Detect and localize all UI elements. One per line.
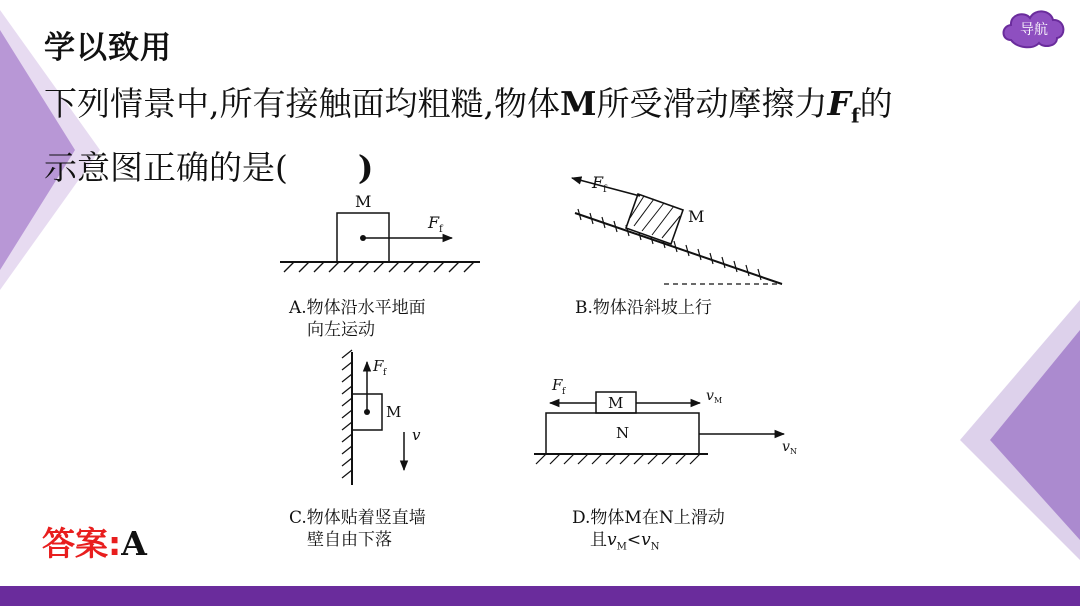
svg-text:f: f bbox=[439, 224, 443, 235]
caption-c: C.物体贴着竖直墙 壁自由下落 bbox=[289, 508, 426, 550]
svg-text:v: v bbox=[706, 388, 714, 404]
svg-text:v: v bbox=[782, 439, 790, 455]
svg-text:f: f bbox=[603, 184, 607, 195]
svg-text:F: F bbox=[592, 173, 604, 192]
svg-text:F: F bbox=[373, 357, 384, 375]
question-line-1: 下列情景中,所有接触面均粗糙,物体M所受滑动摩擦力$F_f$的 bbox=[44, 84, 893, 128]
caption-b: B.物体沿斜坡上行 bbox=[575, 298, 712, 318]
svg-text:M: M bbox=[714, 396, 723, 405]
figure-c bbox=[342, 350, 421, 485]
svg-text:N: N bbox=[790, 447, 797, 456]
svg-text:M: M bbox=[608, 394, 624, 412]
svg-text:f: f bbox=[383, 368, 387, 378]
answer bbox=[42, 518, 147, 565]
figure-d bbox=[534, 376, 797, 464]
question-line-2: 示意图正确的是( ) bbox=[44, 147, 374, 187]
figure-a bbox=[280, 192, 480, 272]
svg-text:N: N bbox=[616, 424, 630, 442]
caption-d: D.物体M在N上滑动 且$v_M<v_N$ bbox=[572, 508, 725, 553]
svg-text:F: F bbox=[428, 213, 440, 232]
svg-text:M: M bbox=[386, 403, 402, 421]
figure-b bbox=[572, 173, 782, 284]
svg-text:M: M bbox=[688, 207, 705, 226]
svg-text:v: v bbox=[412, 426, 421, 444]
answer-label: 答案: bbox=[42, 524, 122, 563]
nav-label: 导航 bbox=[1020, 22, 1048, 38]
inclined-block bbox=[626, 194, 683, 244]
caption-a: A.物体沿水平地面 向左运动 bbox=[289, 298, 426, 340]
answer-value: A bbox=[121, 524, 147, 563]
svg-text:f: f bbox=[562, 387, 566, 397]
svg-text:F: F bbox=[552, 376, 563, 394]
section-title: 学以致用 bbox=[44, 30, 172, 66]
svg-text:M: M bbox=[355, 192, 372, 211]
bottom-bar bbox=[0, 586, 1080, 606]
